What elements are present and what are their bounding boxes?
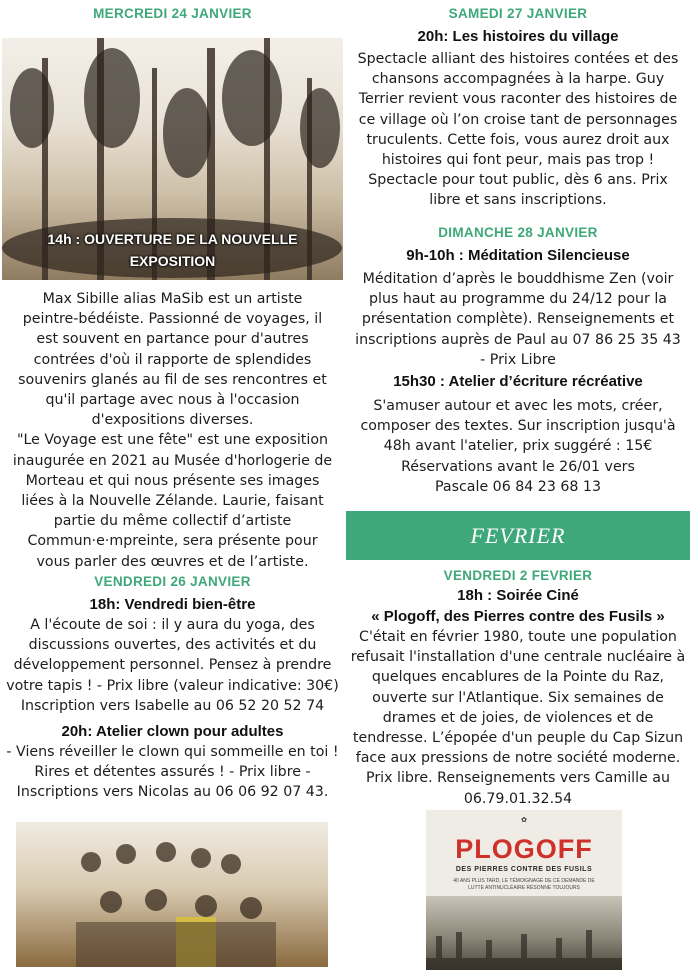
crowd-drawing (426, 896, 622, 970)
caption-line-1: 14h : OUVERTURE DE LA NOUVELLE (47, 231, 298, 247)
plogoff-poster (426, 810, 622, 970)
poster-subtitle: DES PIERRES CONTRE DES FUSILS (455, 866, 593, 873)
event-text-bien-etre: A l'écoute de soi : il y aura du yoga, des discussions ouvertes, des activités et du développement personnel. Pensez à prendre votre tapis ! - Prix libre (valeur indicative: 30€) Inscription vers Isabelle au 06 52 20 52 74 (6, 617, 339, 714)
event-text-atelier-clown: - Viens réveiller le clown qui sommeille en toi ! Rires et détentes assurés ! - Prix libre - Inscriptions vers Nicolas au 06 06 92 07 43. (6, 744, 339, 801)
clown-workshop-photo (16, 822, 328, 967)
event-title-meditation: 9h-10h : Méditation Silencieuse (406, 247, 630, 264)
poster-description: 40 ANS PLUS TARD, LE TÉMOIGNAGE DE CE DEMANDE DE LUTTE ANTINUCLÉAIRE RÉSONNE TOUJOURS (453, 878, 595, 891)
event-title-atelier-clown: 20h: Atelier clown pour adultes (61, 723, 284, 740)
day-heading-vendredi-26: VENDREDI 26 JANVIER (94, 574, 251, 589)
event-title-ecriture: 15h30 : Atelier d’écriture récréative (393, 373, 643, 390)
event-film-title: « Plogoff, des Pierres contre des Fusils » (371, 608, 665, 625)
event-title-cine: 18h : Soirée Ciné (457, 587, 579, 604)
day-heading-dimanche: DIMANCHE 28 JANVIER (438, 225, 598, 240)
exhibition-description: Max Sibille alias MaSib est un artiste peintre-bédéiste. Passionné de voyages, il est souvent en partance pour d'autres contrées d'où il rapporte de splendides souvenirs glanés au fil de ses rencontres et qu'il partage avec nous à l'occasion d'expositions diverses. "Le Voyage est une fête" est une exposition inaugurée en 2021 au Musée d'horlogerie de Morteau et qui nous présente ses images liées à la Nouvelle Zélande. Laurie, faisant partie du même collectif d’artiste Commun·e·mpreinte, sera présente pour vous parler des œuvres et de l’artiste. (12, 291, 333, 570)
exhibition-caption (2, 228, 343, 272)
event-text-ecriture: S'amuser autour et avec les mots, créer, composer des textes. Sur inscription jusqu'à 48h avant l'atelier, prix suggéré : 15€ Réservations avant le 26/01 vers Pascale 06 84 23 68 13 (360, 398, 676, 495)
event-title-bien-etre: 18h: Vendredi bien-être (89, 596, 256, 613)
group-photo-drawing (16, 822, 328, 967)
day-heading-samedi: SAMEDI 27 JANVIER (448, 6, 588, 21)
forest-illustration (2, 38, 343, 280)
day-heading-mercredi: MERCREDI 24 JANVIER (93, 6, 252, 21)
festival-laurel-icon: ✿ (521, 816, 527, 824)
poster-photo (426, 896, 622, 970)
event-title-histoires: 20h: Les histoires du village (417, 28, 619, 45)
month-band-fevrier: FEVRIER (346, 511, 690, 560)
poster-title: PLOGOFF (455, 834, 593, 864)
caption-line-2: EXPOSITION (129, 253, 216, 269)
day-heading-vendredi-2: VENDREDI 2 FEVRIER (443, 568, 593, 583)
event-text-meditation: Méditation d’après le bouddhisme Zen (voir plus haut au programme du 24/12 pour la présentation complète). Renseignements et inscriptions auprès de Paul au 07 86 25 35 43 - Prix Libre (355, 271, 681, 368)
event-text-histoires: Spectacle alliant des histoires contées et des chansons accompagnées à la harpe. Guy Terrier revient vous raconter des histoires de ce village où l’on croise tant de personnages truculents. Cette fois, vous aurez droit aux histoires qui font peur, mais pas trop ! Spectacle pour tout public, dès 6 ans. Prix libre et sans inscriptions. (357, 51, 679, 209)
event-text-cine: C'était en février 1980, toute une population refusait l'installation d'une centrale nucléaire à quelques encablures de la Pointe du Raz, ouverte sur l'Atlantique. Six semaines de drames et de joies, de violences et de tendresse. L’épopée d'un peuple du Cap Sizun face aux pressions de notre société moderne. Prix libre. Renseignements vers Camille au 06.79.01.32.54 (350, 629, 686, 807)
